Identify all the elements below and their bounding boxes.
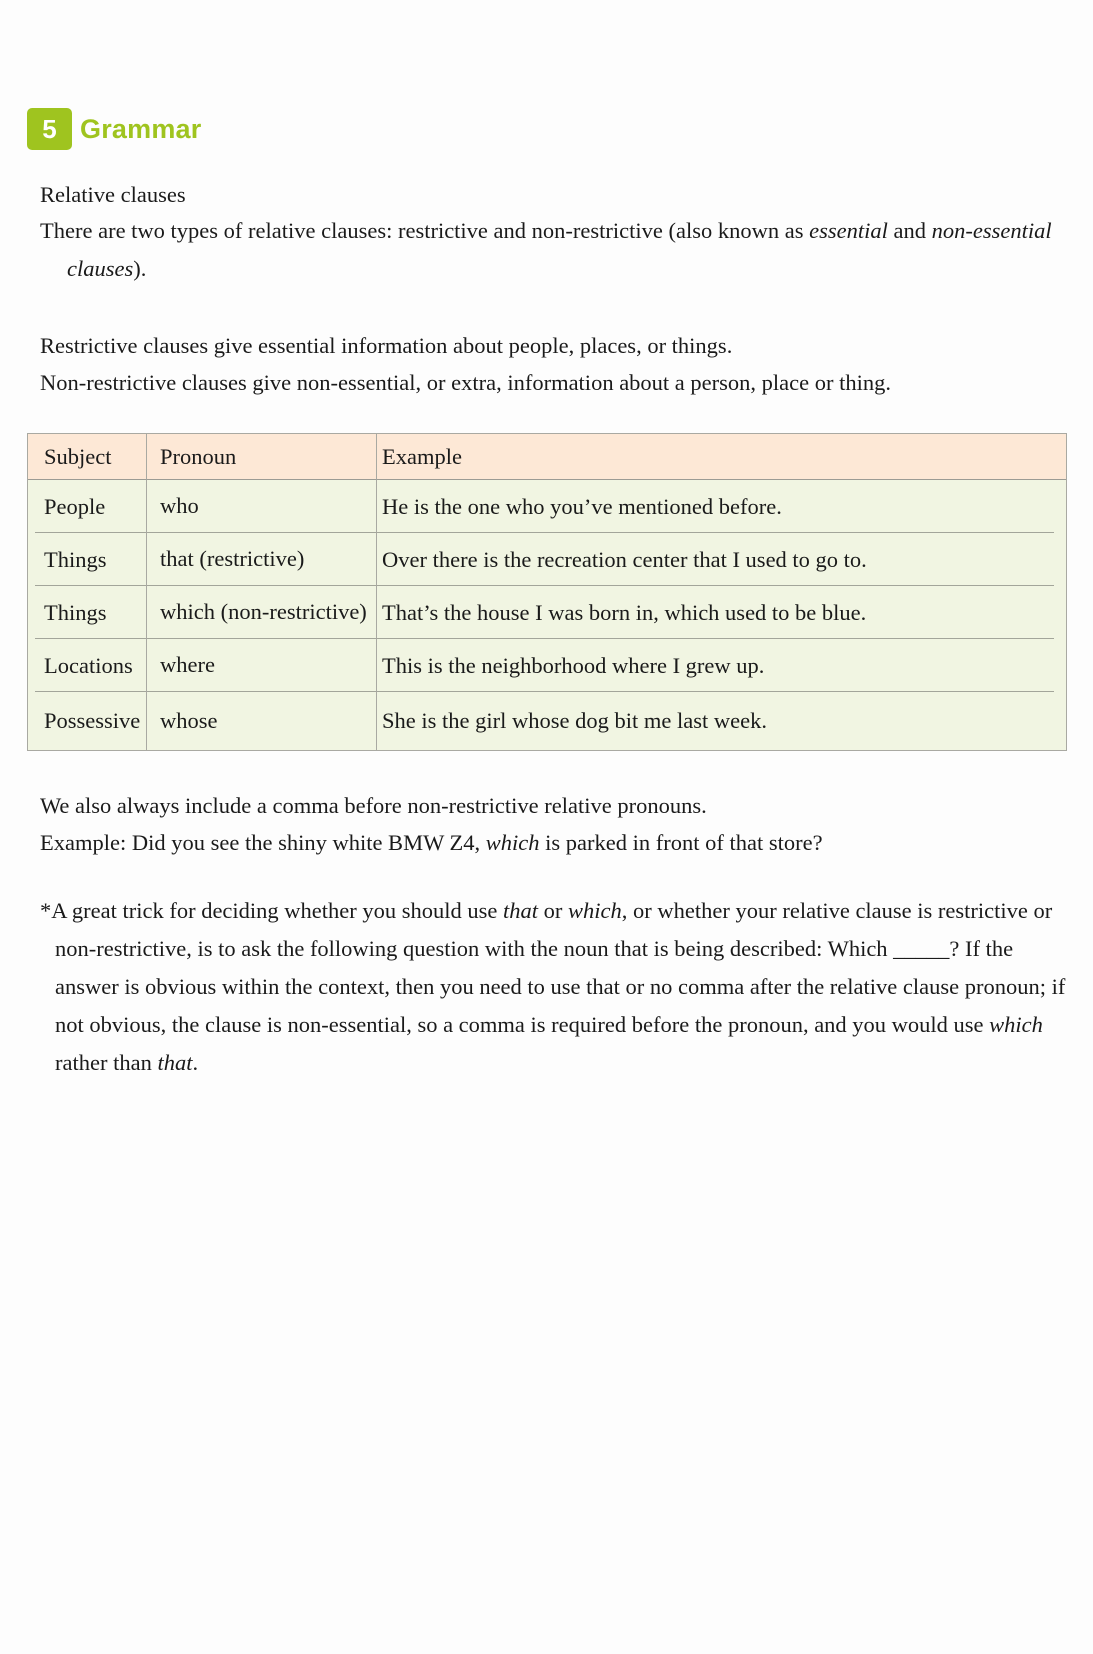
cell-pronoun: who xyxy=(147,480,377,533)
tip-italic-that: that xyxy=(503,898,539,923)
cell-pronoun: whose xyxy=(147,692,377,750)
cell-pronoun: which (non-restrictive) xyxy=(147,586,377,639)
tip-text-2: or xyxy=(538,898,569,923)
section-header xyxy=(27,108,201,150)
cell-example: She is the girl whose dog bit me last week. xyxy=(382,708,767,733)
comma-example-prefix: Example: Did you see the shiny white BMW Z4, xyxy=(40,830,486,855)
tip-italic-that-2: that xyxy=(157,1050,193,1075)
types-text-2: and xyxy=(887,218,926,243)
cell-example: Over there is the recreation center that I used to go to. xyxy=(377,533,1066,586)
comma-example-suffix: is parked in front of that store? xyxy=(539,830,823,855)
cell-pronoun: where xyxy=(147,639,377,692)
cell-subject: Things xyxy=(28,586,147,639)
comma-example xyxy=(40,824,1060,862)
types-paragraph xyxy=(40,212,1087,288)
table-row xyxy=(28,533,1066,586)
comma-example-italic: which xyxy=(485,830,540,855)
tip-text-3: , or whether your relative clause is restrictive or non-restrictive, is to ask the following question with the noun that is being described: Which _____? If the answer is obvious within the context, then you need to use that or no comma after the relative clause pronoun; if not obvious, the clause is non-essential, so a comma is required before the pronoun, and you would use xyxy=(55,898,1066,1037)
cell-subject: Things xyxy=(28,533,147,586)
types-italic-essential: essential xyxy=(809,218,888,243)
tip-text-5: . xyxy=(192,1050,199,1075)
cell-example: He is the one who you’ve mentioned before. xyxy=(377,480,1066,533)
table-header-row xyxy=(28,434,1066,480)
tip-text-4: rather than xyxy=(55,1050,158,1075)
tip-italic-which-2: which xyxy=(989,1012,1043,1037)
tip-paragraph xyxy=(40,892,1070,1082)
table-row xyxy=(28,639,1066,692)
comma-rule: We also always include a comma before non-restrictive relative pronouns. xyxy=(40,793,707,818)
types-italic-non-essential: non-essential clauses xyxy=(67,218,1052,281)
intro-heading: Relative clauses xyxy=(40,182,186,207)
types-text-1: There are two types of relative clauses: restrictive and non-restrictive (also known as xyxy=(40,218,810,243)
cell-subject: People xyxy=(28,480,147,533)
table-row xyxy=(28,692,1066,750)
cell-subject: Locations xyxy=(28,639,147,692)
relative-pronoun-table xyxy=(27,433,1067,751)
section-number-badge: 5 xyxy=(27,108,72,150)
non-restrictive-definition: Non-restrictive clauses give non-essential, or extra, information about a person, place or thing. xyxy=(40,370,891,395)
cell-example: That’s the house I was born in, which used to be blue. xyxy=(377,586,1066,639)
tip-italic-which: which xyxy=(568,898,622,923)
section-title: Grammar xyxy=(80,113,202,144)
restrictive-definition: Restrictive clauses give essential information about people, places, or things. xyxy=(40,333,733,358)
header-subject: Subject xyxy=(28,434,147,480)
tip-text-1: *A great trick for deciding whether you should use xyxy=(40,898,504,923)
cell-example: This is the neighborhood where I grew up. xyxy=(377,639,1066,692)
cell-pronoun: that (restrictive) xyxy=(147,533,377,586)
table-row xyxy=(28,586,1066,639)
header-pronoun: Pronoun xyxy=(147,434,377,480)
table-row xyxy=(28,480,1066,533)
header-example: Example xyxy=(377,434,1066,480)
types-text-3: ). xyxy=(133,256,147,281)
cell-subject: Possessive xyxy=(28,692,147,750)
